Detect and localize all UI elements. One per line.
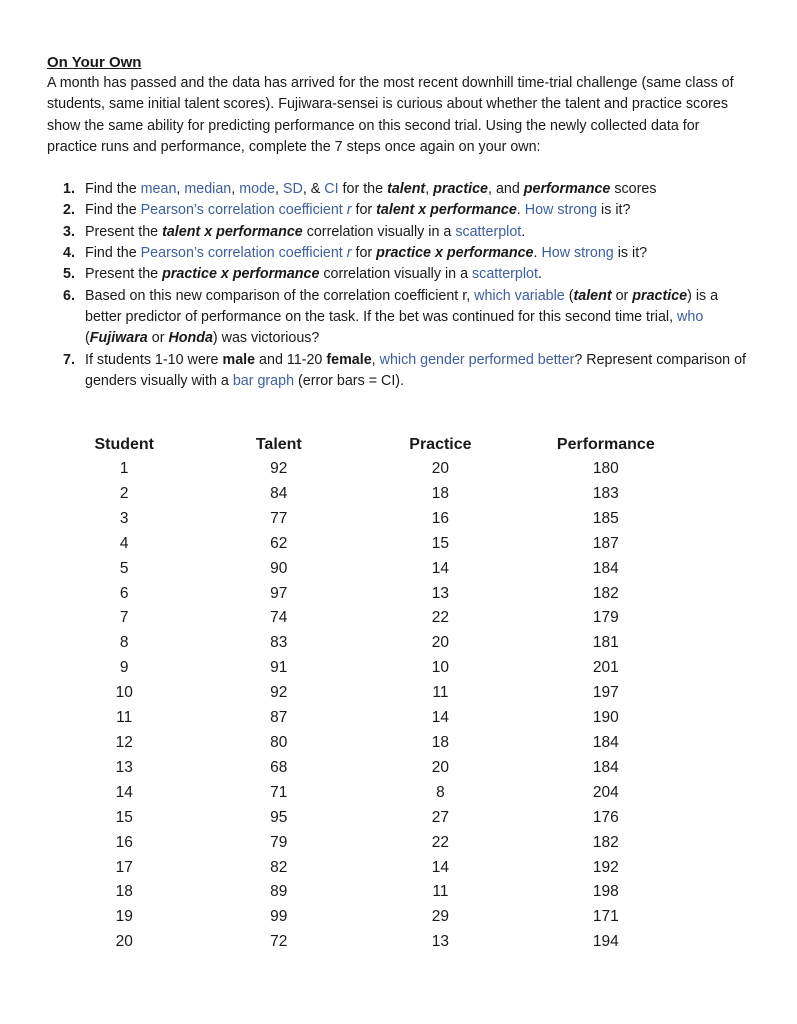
table-body bbox=[84, 457, 724, 955]
cell-practice: 13 bbox=[431, 584, 450, 602]
cell-performance: 190 bbox=[592, 709, 619, 727]
table-row bbox=[84, 930, 724, 955]
cell-talent: 99 bbox=[270, 908, 288, 926]
cell-student: 7 bbox=[119, 609, 129, 627]
step-7: 7. If students 1-10 were male and 11-20 female, which gender performed better? Represent comparison of genders visually with a bar graph (error bars = CI). bbox=[63, 351, 746, 389]
cell-talent: 95 bbox=[270, 808, 288, 826]
step-4: 4. Find the Pearson’s correlation coefficient r for practice x performance. How strong is it? bbox=[63, 245, 648, 262]
cell-practice: 16 bbox=[431, 509, 450, 527]
table-row bbox=[84, 606, 724, 631]
cell-performance: 183 bbox=[592, 484, 619, 502]
table-row bbox=[84, 631, 724, 656]
cell-talent: 68 bbox=[270, 758, 288, 776]
document-body bbox=[47, 52, 747, 392]
cell-performance: 179 bbox=[592, 609, 619, 627]
term-mean: mean bbox=[140, 181, 177, 198]
term-median: median bbox=[184, 181, 232, 198]
cell-performance: 180 bbox=[592, 460, 619, 477]
term-mode: mode bbox=[239, 181, 275, 198]
cell-student: 14 bbox=[115, 783, 133, 801]
cell-talent: 74 bbox=[270, 609, 288, 627]
cell-practice: 18 bbox=[431, 484, 450, 502]
term-how-strong: How strong bbox=[541, 245, 614, 262]
cell-talent: 83 bbox=[270, 634, 288, 652]
cell-practice: 29 bbox=[431, 908, 450, 926]
step-1: 1. Find the mean, median, mode, SD, & CI for the talent, practice, and performance scores bbox=[63, 181, 657, 198]
cell-practice: 22 bbox=[431, 609, 450, 627]
cell-student: 11 bbox=[116, 709, 133, 727]
cell-practice: 14 bbox=[431, 709, 450, 727]
cell-practice: 11 bbox=[432, 883, 449, 901]
intro-paragraph: A month has passed and the data has arrived for the most recent downhill time-trial challenge (same class of students, same initial talent scores). Fujiwara-sensei is curious about whether the talent and practice scores show the same ability for predicting performance on this second trial. Using the newly collected data for practice runs and performance, complete the 7 steps once again on your own: bbox=[47, 75, 734, 155]
cell-student: 9 bbox=[119, 659, 129, 677]
cell-performance: 171 bbox=[592, 908, 619, 926]
cell-performance: 204 bbox=[592, 783, 619, 801]
cell-student: 10 bbox=[115, 684, 133, 702]
cell-student: 1 bbox=[119, 460, 129, 477]
table-row bbox=[84, 457, 724, 482]
header-student: Student bbox=[94, 436, 154, 453]
table-row bbox=[84, 831, 724, 856]
cell-practice: 11 bbox=[432, 684, 449, 702]
cell-talent: 77 bbox=[270, 509, 288, 527]
cell-practice: 18 bbox=[431, 733, 450, 751]
cell-student: 6 bbox=[119, 584, 129, 602]
cell-performance: 184 bbox=[592, 559, 619, 577]
cell-performance: 197 bbox=[592, 684, 619, 702]
cell-performance: 182 bbox=[592, 584, 619, 602]
header-performance: Performance bbox=[556, 436, 655, 453]
cell-performance: 182 bbox=[592, 833, 619, 851]
cell-performance: 181 bbox=[592, 634, 619, 652]
cell-practice: 13 bbox=[431, 933, 450, 951]
term-pearson: Pearson’s correlation coefficient bbox=[140, 245, 347, 262]
cell-talent: 79 bbox=[270, 833, 288, 851]
cell-talent: 82 bbox=[270, 858, 288, 876]
cell-performance: 184 bbox=[592, 758, 619, 776]
cell-practice: 14 bbox=[431, 858, 450, 876]
cell-talent: 92 bbox=[270, 460, 288, 477]
cell-student: 20 bbox=[115, 933, 133, 951]
cell-performance: 194 bbox=[592, 933, 619, 951]
cell-talent: 72 bbox=[270, 933, 288, 951]
table-row bbox=[84, 706, 724, 731]
table-row bbox=[84, 482, 724, 507]
cell-student: 5 bbox=[119, 559, 129, 577]
header-practice: Practice bbox=[409, 436, 472, 453]
term-how-strong: How strong bbox=[524, 202, 598, 219]
cell-performance: 198 bbox=[592, 883, 619, 901]
cell-practice: 22 bbox=[431, 833, 450, 851]
table-row bbox=[84, 532, 724, 557]
cell-student: 12 bbox=[115, 733, 133, 751]
cell-talent: 89 bbox=[270, 883, 288, 901]
cell-practice: 20 bbox=[431, 758, 450, 776]
cell-performance: 201 bbox=[592, 659, 619, 677]
table-row bbox=[84, 905, 724, 930]
cell-practice: 15 bbox=[431, 534, 450, 552]
cell-practice: 10 bbox=[431, 659, 450, 677]
table-row bbox=[84, 880, 724, 905]
table-row bbox=[84, 656, 724, 681]
cell-practice: 8 bbox=[436, 783, 445, 801]
cell-performance: 176 bbox=[592, 808, 619, 826]
cell-performance: 187 bbox=[592, 534, 619, 552]
section-heading: On Your Own bbox=[47, 54, 142, 71]
term-ci: CI bbox=[324, 181, 339, 198]
term-which-gender: which gender performed better bbox=[379, 351, 575, 368]
cell-student: 16 bbox=[115, 833, 133, 851]
cell-student: 3 bbox=[119, 509, 129, 527]
cell-talent: 92 bbox=[270, 684, 288, 702]
table-row bbox=[84, 507, 724, 532]
cell-practice: 14 bbox=[431, 559, 450, 577]
term-which-variable: which variable bbox=[474, 287, 565, 304]
cell-practice: 20 bbox=[431, 634, 450, 652]
cell-performance: 192 bbox=[592, 858, 619, 876]
term-sd: SD bbox=[282, 181, 303, 198]
cell-practice: 27 bbox=[431, 808, 450, 826]
cell-student: 13 bbox=[115, 758, 133, 776]
term-bar-graph: bar graph bbox=[232, 372, 295, 389]
cell-talent: 87 bbox=[270, 709, 288, 727]
table-row bbox=[84, 781, 724, 806]
cell-student: 15 bbox=[115, 808, 133, 826]
table-row bbox=[84, 856, 724, 881]
cell-performance: 184 bbox=[592, 733, 619, 751]
cell-talent: 80 bbox=[270, 733, 288, 751]
cell-talent: 71 bbox=[270, 783, 288, 801]
cell-student: 19 bbox=[115, 908, 133, 926]
cell-student: 2 bbox=[119, 484, 129, 502]
cell-performance: 185 bbox=[592, 509, 619, 527]
cell-talent: 62 bbox=[270, 534, 288, 552]
cell-student: 17 bbox=[115, 858, 133, 876]
cell-talent: 84 bbox=[270, 484, 288, 502]
step-2: 2. Find the Pearson’s correlation coefficient r for talent x performance. How strong is it? bbox=[63, 202, 631, 219]
header-talent: Talent bbox=[255, 436, 302, 453]
table-header-row bbox=[84, 432, 724, 457]
step-6: 6. Based on this new comparison of the correlation coefficient r, which variable (talent or practice) is a better predictor of performance on the task. If the bet was continued for this second time trial, who (Fujiwara or Honda) was victorious? bbox=[63, 287, 719, 347]
step-3: 3. Present the talent x performance correlation visually in a scatterplot. bbox=[63, 223, 526, 240]
table-row bbox=[84, 731, 724, 756]
cell-student: 18 bbox=[115, 883, 133, 901]
cell-talent: 97 bbox=[270, 584, 288, 602]
term-who: who bbox=[677, 308, 704, 325]
cell-talent: 91 bbox=[270, 659, 288, 677]
cell-student: 4 bbox=[119, 534, 129, 552]
term-scatterplot: scatterplot bbox=[455, 223, 522, 240]
steps-list bbox=[47, 179, 747, 392]
data-table bbox=[84, 432, 724, 955]
cell-practice: 20 bbox=[431, 460, 450, 477]
term-scatterplot: scatterplot bbox=[472, 266, 538, 283]
table-row bbox=[84, 681, 724, 706]
term-pearson: Pearson’s correlation coefficient bbox=[140, 202, 347, 219]
table-row bbox=[84, 806, 724, 831]
step-5: 5. Present the practice x performance correlation visually in a scatterplot. bbox=[63, 266, 542, 283]
cell-student: 8 bbox=[119, 634, 129, 652]
table-row bbox=[84, 582, 724, 607]
table-row bbox=[84, 756, 724, 781]
table-row bbox=[84, 557, 724, 582]
cell-talent: 90 bbox=[270, 559, 288, 577]
